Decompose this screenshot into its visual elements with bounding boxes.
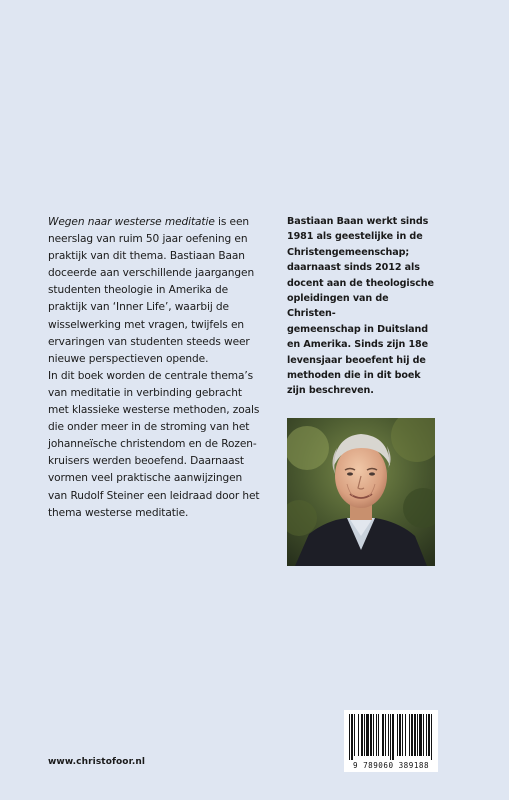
blurb-line: met klassieke westerse methoden, zoals (48, 404, 260, 417)
bio-line: zijn beschreven. (287, 385, 374, 397)
isbn-number: 9 789060 389188 (352, 761, 430, 770)
barcode-bar (402, 714, 403, 756)
bio-line: en Amerika. Sinds zijn 18e (287, 339, 428, 351)
blurb-line: die onder meer in de stroming van het (48, 421, 250, 434)
blurb-line: kruisers werden beoefend. Daarnaast (48, 455, 244, 468)
barcode-bar (409, 714, 410, 756)
barcode-bar (370, 714, 372, 756)
bio-line: gemeenschap in Duitsland (287, 323, 429, 335)
blurb-line: wisselwerking met vragen, twijfels en (48, 318, 245, 331)
barcode-bar (388, 714, 389, 756)
blurb-line: studenten theologie in Amerika de (48, 284, 229, 297)
bio-line: 1981 als geestelijke in de (287, 231, 423, 243)
barcode-bar (354, 714, 355, 756)
barcode-bar (351, 714, 353, 760)
blurb-line: praktijk van ‘Inner Life’, waarbij de (48, 301, 229, 314)
barcode-bar (390, 714, 391, 760)
barcode-bar (385, 714, 386, 756)
publisher-website: www.christofoor.nl (48, 757, 146, 767)
blurb-line: nieuwe perspectieven opende. (48, 352, 209, 365)
isbn-barcode (344, 710, 438, 772)
bio-line: methoden die in dit boek (287, 370, 421, 382)
author-bio (287, 214, 437, 399)
barcode-icon (344, 710, 438, 760)
barcode-bar (423, 714, 424, 756)
barcode-bar (405, 714, 406, 756)
blurb-line: neerslag van ruim 50 jaar oefening en (48, 233, 248, 246)
blurb-line-0: Wegen naar westerse meditatie is een (48, 216, 249, 228)
bio-line: levensjaar beoefent hij de (287, 354, 426, 366)
barcode-bar (349, 714, 350, 760)
barcode-bar (399, 714, 401, 756)
barcode-bar (382, 714, 384, 756)
barcode-bar (364, 714, 365, 756)
barcode-bar (417, 714, 418, 756)
blurb-line: praktijk van dit thema. Bastiaan Baan (48, 250, 245, 263)
bio-line: Bastiaan Baan werkt sinds (287, 216, 429, 227)
barcode-bar (411, 714, 413, 756)
book-title: Wegen naar westerse meditatie (48, 216, 215, 228)
blurb-line: johanneïsche christendom en de Rozen- (48, 438, 257, 451)
barcode-bar (414, 714, 416, 756)
barcode-bar (361, 714, 363, 756)
blurb-text (48, 214, 270, 522)
bio-line: docent aan de theologische (287, 277, 434, 289)
barcode-bar (366, 714, 369, 756)
blurb-line: thema westerse meditatie. (48, 506, 189, 519)
barcode-bar (431, 714, 432, 760)
barcode-bar (397, 714, 398, 756)
bio-line: Christengemeenschap; (287, 246, 410, 258)
barcode-bar (392, 714, 394, 760)
barcode-bar (373, 714, 374, 756)
barcode-bar (378, 714, 379, 756)
barcode-bar (376, 714, 377, 756)
bio-line: opleidingen van de Christen- (287, 293, 389, 320)
barcode-bar (428, 714, 430, 756)
author-photo (287, 418, 435, 566)
blurb-line: van Rudolf Steiner een leidraad door het (48, 489, 260, 502)
barcode-bar (358, 714, 359, 756)
blurb-line: van meditatie in verbinding gebracht (48, 386, 242, 399)
blurb-line: ervaringen van studenten steeds weer (48, 335, 250, 348)
bio-line: daarnaast sinds 2012 als (287, 262, 420, 274)
barcode-bar (426, 714, 427, 756)
blurb-line: doceerde aan verschillende jaargangen (48, 267, 255, 280)
blurb-line: In dit boek worden de centrale thema’s (48, 369, 254, 382)
author-portrait (287, 418, 435, 566)
barcode-bar (419, 714, 422, 756)
blurb-line: vormen veel praktische aanwijzingen (48, 472, 243, 485)
